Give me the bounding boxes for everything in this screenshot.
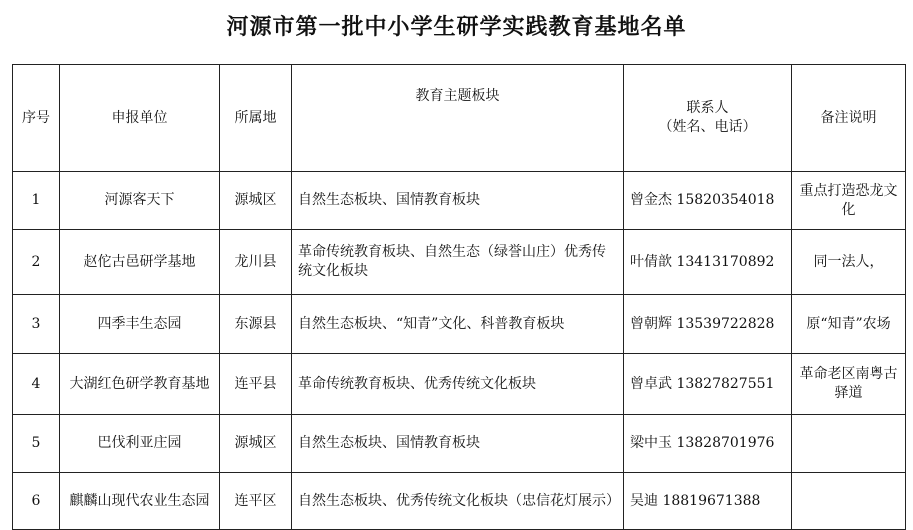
header-unit: 申报单位 xyxy=(60,65,220,172)
header-subject: 教育主题板块 xyxy=(292,65,624,172)
cell-index: 1 xyxy=(13,172,60,230)
cell-district: 源城区 xyxy=(220,172,292,230)
cell-index: 6 xyxy=(13,473,60,530)
cell-contact: 吴迪 18819671388 xyxy=(624,473,792,530)
cell-district: 连平县 xyxy=(220,354,292,415)
cell-subject: 自然生态板块、优秀传统文化板块（忠信花灯展示） xyxy=(292,473,624,530)
cell-index: 2 xyxy=(13,230,60,295)
cell-contact: 梁中玉 13828701976 xyxy=(624,415,792,473)
table-row xyxy=(13,295,906,354)
table-row xyxy=(13,473,906,530)
page-title: 河源市第一批中小学生研学实践教育基地名单 xyxy=(226,15,687,40)
table-row xyxy=(13,415,906,473)
cell-unit: 四季丰生态园 xyxy=(60,295,220,354)
cell-district: 龙川县 xyxy=(220,230,292,295)
cell-index: 5 xyxy=(13,415,60,473)
header-notes: 备注说明 xyxy=(792,65,906,172)
cell-subject: 革命传统教育板块、自然生态（绿誉山庄）优秀传统文化板块 xyxy=(292,230,624,295)
cell-district: 连平区 xyxy=(220,473,292,530)
cell-notes: 同一法人， xyxy=(792,230,906,295)
table-row xyxy=(13,172,906,230)
cell-contact: 叶倩歆 13413170892 xyxy=(624,230,792,295)
table-row xyxy=(13,230,906,295)
header-index: 序号 xyxy=(13,65,60,172)
cell-contact: 曾金杰 15820354018 xyxy=(624,172,792,230)
header-contact-line1: 联系人 xyxy=(686,100,729,116)
cell-contact: 曾朝辉 13539722828 xyxy=(624,295,792,354)
header-district: 所属地 xyxy=(220,65,292,172)
header-contact-line2: （姓名、电话） xyxy=(658,119,757,135)
table-row xyxy=(13,354,906,415)
cell-subject: 自然生态板块、国情教育板块 xyxy=(292,172,624,230)
header-contact xyxy=(624,65,792,172)
cell-index: 3 xyxy=(13,295,60,354)
cell-notes xyxy=(792,415,906,473)
cell-notes: 革命老区南粤古驿道 xyxy=(792,354,906,415)
cell-subject: 革命传统教育板块、优秀传统文化板块 xyxy=(292,354,624,415)
cell-subject: 自然生态板块、国情教育板块 xyxy=(292,415,624,473)
cell-index: 4 xyxy=(13,354,60,415)
cell-district: 源城区 xyxy=(220,415,292,473)
cell-district: 东源县 xyxy=(220,295,292,354)
cell-unit: 巴伐利亚庄园 xyxy=(60,415,220,473)
cell-unit: 麒麟山现代农业生态园 xyxy=(60,473,220,530)
cell-notes: 原“知青”农场 xyxy=(792,295,906,354)
base-list-table xyxy=(12,64,906,530)
cell-unit: 赵佗古邑研学基地 xyxy=(60,230,220,295)
cell-notes: 重点打造恐龙文化 xyxy=(792,172,906,230)
cell-subject: 自然生态板块、“知青”文化、科普教育板块 xyxy=(292,295,624,354)
cell-notes xyxy=(792,473,906,530)
cell-contact: 曾卓武 13827827551 xyxy=(624,354,792,415)
cell-unit: 河源客天下 xyxy=(60,172,220,230)
table-header-row xyxy=(13,65,906,172)
cell-unit: 大湖红色研学教育基地 xyxy=(60,354,220,415)
